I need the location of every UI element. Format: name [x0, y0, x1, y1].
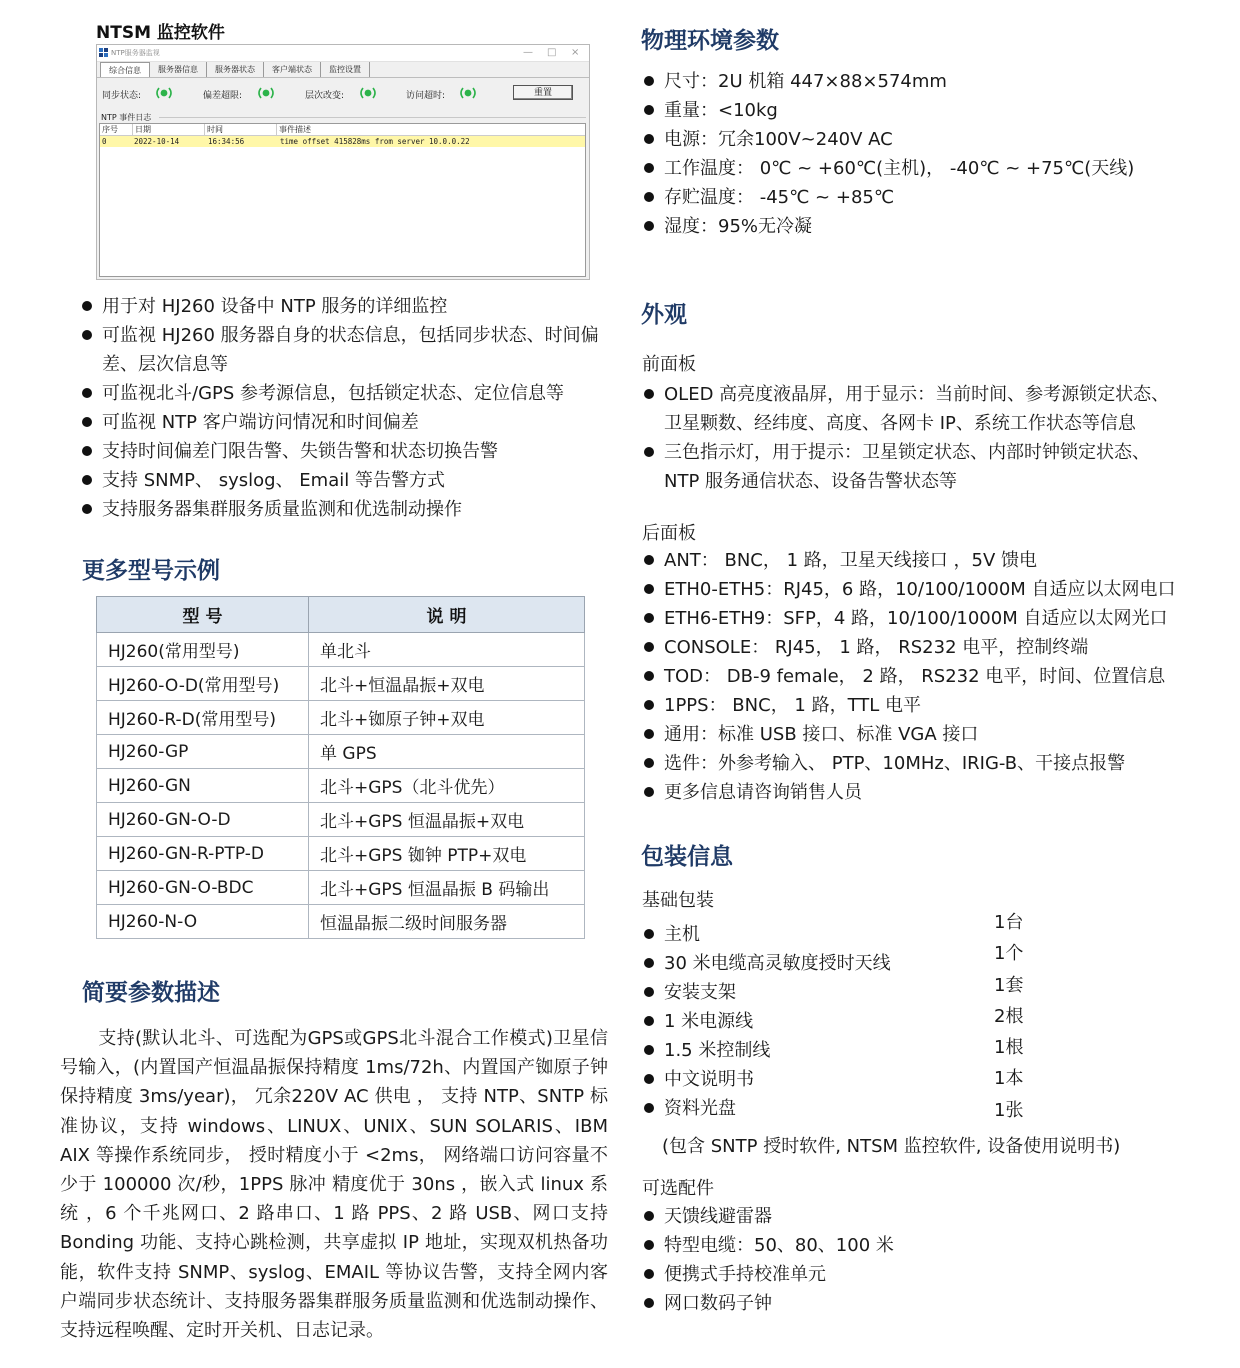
event-log-group-line [159, 117, 586, 118]
table-row [97, 633, 585, 667]
basic-package-item: 安装支架 [642, 978, 1002, 1007]
rear-panel-item: 1PPS： BNC， 1 路，TTL 电平 [642, 691, 1222, 720]
env-item: 存贮温度： -45℃ ~ +85℃ [642, 183, 1202, 212]
models-table [96, 596, 585, 939]
tab-server-status[interactable]: 服务器状态 [207, 62, 264, 77]
model-cell: HJ260(常用型号) [97, 633, 309, 667]
window-tabs [100, 62, 370, 77]
log-col-no[interactable]: 序号 [102, 125, 118, 134]
model-cell: HJ260-GP [97, 735, 309, 769]
qty-control-cable: 1根 [994, 1037, 1024, 1058]
model-cell: HJ260-O-D(常用型号) [97, 667, 309, 701]
desc-cell: 恒温晶振二级时间服务器 [309, 905, 585, 939]
right-column [620, 0, 1240, 1368]
basic-package-item: 30 米电缆高灵敏度授时天线 [642, 949, 1002, 978]
table-row [97, 905, 585, 939]
offset-limit-signal-icon [257, 86, 275, 100]
maximize-icon[interactable]: □ [547, 47, 557, 58]
event-log-group-label: NTP 事件日志 [101, 113, 152, 122]
appearance-heading: 外观 [641, 302, 687, 328]
tab-client-status[interactable]: 客户端状态 [264, 62, 321, 77]
qty-power-cord: 2根 [994, 1006, 1024, 1027]
desc-cell: 单 GPS [309, 735, 585, 769]
model-cell: HJ260-GN-O-D [97, 803, 309, 837]
qty-cd: 1张 [994, 1100, 1024, 1121]
log-cell-desc: time offset 415828ms from server 10.0.0.22 [280, 137, 470, 146]
event-log-list[interactable] [99, 123, 586, 277]
col-header-model: 型 号 [97, 597, 309, 633]
package-heading: 包装信息 [641, 844, 733, 870]
col-header-desc: 说 明 [309, 597, 585, 633]
env-item: 电源：冗余100V~240V AC [642, 125, 1202, 154]
ntsm-title: NTSM 监控软件 [96, 23, 225, 43]
window-titlebar [97, 45, 589, 62]
tab-divider [97, 77, 589, 78]
ntsm-feature-list [80, 292, 600, 524]
basic-package-label: 基础包装 [642, 890, 714, 911]
feature-item: 支持服务器集群服务质量监测和优选制动操作 [80, 495, 600, 524]
optional-list [642, 1202, 1062, 1318]
params-text: 支持(默认北斗、可选配为GPS或GPS北斗混合工作模式)卫星信号输入，(内置国产恒温晶振保持精度 1ms/72h、内置国产铷原子钟保持精度 3ms/year)， 冗余220V AC 供电 ， 支持 NTP、SNTP 标准协议，支持 windows、LINUX、UNIX、SUN SOLARIS、IBM AIX 等操作系统同步， 授时精度小于 <2ms， 网络端口访问容量不少于 100000 次/秒，1PPS 脉冲 精度优于 30ns ，嵌入式 linux 系统 ，6 个千兆网口、2 路串口、1 路 PPS、2 路 USB、网口支持 Bonding 功能、支持心跳检测，共享虚拟 IP 地址，实现双机热备功能，软件支持 SNMP、syslog、EMAIL 等协议告警，支持全网内客户端同步状态统计、支持服务器集群服务质量监测和优选制动操作、支持远程唤醒、定时开关机、日志记录。 [60, 1028, 608, 1342]
env-item: 重量：<10kg [642, 96, 1202, 125]
feature-item: 支持 SNMP、 syslog、 Email 等告警方式 [80, 466, 600, 495]
model-cell: HJ260-GN-R-PTP-D [97, 837, 309, 871]
log-col-time[interactable]: 时间 [204, 124, 223, 135]
basic-package-list [642, 920, 1002, 1123]
log-cell-time: 16:34:56 [208, 137, 245, 146]
optional-item: 网口数码子钟 [642, 1289, 1062, 1318]
table-row [97, 769, 585, 803]
optional-item: 天馈线避雷器 [642, 1202, 1062, 1231]
rear-panel-item: 通用：标准 USB 接口、标准 VGA 接口 [642, 720, 1222, 749]
model-cell: HJ260-GN-O-BDC [97, 871, 309, 905]
rear-panel-list [642, 546, 1222, 807]
rear-panel-item: ANT： BNC， 1 路，卫星天线接口 ，5V 馈电 [642, 546, 1222, 575]
rear-panel-item: ETH0-ETH5：RJ45，6 路，10/100/1000M 自适应以太网电口 [642, 575, 1222, 604]
desc-cell: 北斗+GPS 恒温晶振+双电 [309, 803, 585, 837]
qty-host: 1台 [994, 912, 1024, 933]
access-timeout-label: 访问超时: [406, 91, 446, 101]
table-row [97, 667, 585, 701]
table-row [97, 837, 585, 871]
feature-item: 可监视 HJ260 服务器自身的状态信息，包括同步状态、时间偏差、层次信息等 [80, 321, 600, 379]
models-heading: 更多型号示例 [82, 558, 220, 584]
rear-panel-label: 后面板 [642, 523, 696, 544]
feature-item: 支持时间偏差门限告警、失锁告警和状态切换告警 [80, 437, 600, 466]
model-cell: HJ260-N-O [97, 905, 309, 939]
rear-panel-item: TOD： DB-9 female， 2 路， RS232 电平，时间、位置信息 [642, 662, 1222, 691]
rear-panel-item: 选件：外参考输入、 PTP、10MHz、IRIG-B、干接点报警 [642, 749, 1222, 778]
params-heading: 简要参数描述 [82, 980, 220, 1006]
log-cell-no: 0 [102, 137, 107, 146]
table-row [97, 871, 585, 905]
env-list [642, 67, 1202, 241]
front-panel-list [642, 380, 1182, 496]
desc-cell: 北斗+GPS 铷钟 PTP+双电 [309, 837, 585, 871]
table-row [97, 735, 585, 769]
reset-button[interactable]: 重置 [513, 85, 573, 100]
desc-cell: 北斗+铷原子钟+双电 [309, 701, 585, 735]
log-col-desc[interactable]: 事件描述 [276, 124, 311, 135]
tab-overview[interactable]: 综合信息 [100, 62, 150, 77]
model-cell: HJ260-R-D(常用型号) [97, 701, 309, 735]
status-row [97, 83, 589, 105]
qty-bracket: 1套 [994, 975, 1024, 996]
tab-monitor-settings[interactable]: 监控设置 [321, 62, 370, 77]
feature-item: 可监视 NTP 客户端访问情况和时间偏差 [80, 408, 600, 437]
basic-package-item: 中文说明书 [642, 1065, 1002, 1094]
event-log-row[interactable] [100, 136, 585, 147]
event-log-header [100, 124, 585, 136]
tab-server-info[interactable]: 服务器信息 [150, 62, 207, 77]
stratum-change-label: 层次改变: [305, 91, 345, 101]
feature-item: 可监视北斗/GPS 参考源信息，包括锁定状态、定位信息等 [80, 379, 600, 408]
stratum-change-signal-icon [359, 86, 377, 100]
basic-package-item: 资料光盘 [642, 1094, 1002, 1123]
desc-cell: 北斗+GPS（北斗优先） [309, 769, 585, 803]
sync-status-signal-icon [155, 86, 173, 100]
sync-status-label: 同步状态: [102, 91, 142, 101]
model-cell: HJ260-GN [97, 769, 309, 803]
optional-label: 可选配件 [642, 1178, 714, 1199]
env-heading: 物理环境参数 [641, 28, 779, 54]
basic-package-item: 主机 [642, 920, 1002, 949]
basic-package-item: 1.5 米控制线 [642, 1036, 1002, 1065]
qty-antenna: 1个 [994, 943, 1024, 964]
offset-limit-label: 偏差超限: [203, 91, 243, 101]
env-item: 湿度：95%无冷凝 [642, 212, 1202, 241]
log-cell-date: 2022-10-14 [134, 137, 180, 146]
optional-item: 特型电缆：50、80、100 米 [642, 1231, 1062, 1260]
minimize-icon[interactable]: — [523, 47, 533, 58]
basic-package-note: (包含 SNTP 授时软件, NTSM 监控软件, 设备使用说明书) [662, 1136, 1121, 1157]
front-panel-label: 前面板 [642, 354, 696, 375]
front-panel-item: OLED 高亮度液晶屏，用于显示：当前时间、参考源锁定状态、卫星颗数、经纬度、高度、各网卡 IP、系统工作状态等信息 [642, 380, 1182, 438]
basic-package-item: 1 米电源线 [642, 1007, 1002, 1036]
window-title: NTP服务器监视 [111, 49, 160, 57]
desc-cell: 北斗+GPS 恒温晶振 B 码输出 [309, 871, 585, 905]
env-item: 尺寸：2U 机箱 447×88×574mm [642, 67, 1202, 96]
table-row [97, 701, 585, 735]
optional-item: 便携式手持校准单元 [642, 1260, 1062, 1289]
qty-manual: 1本 [994, 1068, 1024, 1089]
desc-cell: 北斗+恒温晶振+双电 [309, 667, 585, 701]
feature-item: 用于对 HJ260 设备中 NTP 服务的详细监控 [80, 292, 600, 321]
close-icon[interactable]: × [571, 47, 580, 58]
rear-panel-item: ETH6-ETH9：SFP，4 路，10/100/1000M 自适应以太网光口 [642, 604, 1222, 633]
rear-panel-item: 更多信息请咨询销售人员 [642, 778, 1222, 807]
models-table-header [97, 597, 585, 633]
rear-panel-item: CONSOLE： RJ45， 1 路， RS232 电平，控制终端 [642, 633, 1222, 662]
table-row [97, 803, 585, 837]
desc-cell: 单北斗 [309, 633, 585, 667]
front-panel-item: 三色指示灯，用于提示：卫星锁定状态、内部时钟锁定状态、NTP 服务通信状态、设备告警状态等 [642, 438, 1182, 496]
app-logo-icon [99, 48, 108, 57]
params-paragraph [60, 1024, 608, 1345]
log-col-date[interactable]: 日期 [132, 124, 151, 135]
env-item: 工作温度： 0℃ ~ +60℃(主机)， -40℃ ~ +75℃(天线) [642, 154, 1202, 183]
access-timeout-signal-icon [459, 86, 477, 100]
ntsm-window-screenshot [96, 44, 590, 280]
